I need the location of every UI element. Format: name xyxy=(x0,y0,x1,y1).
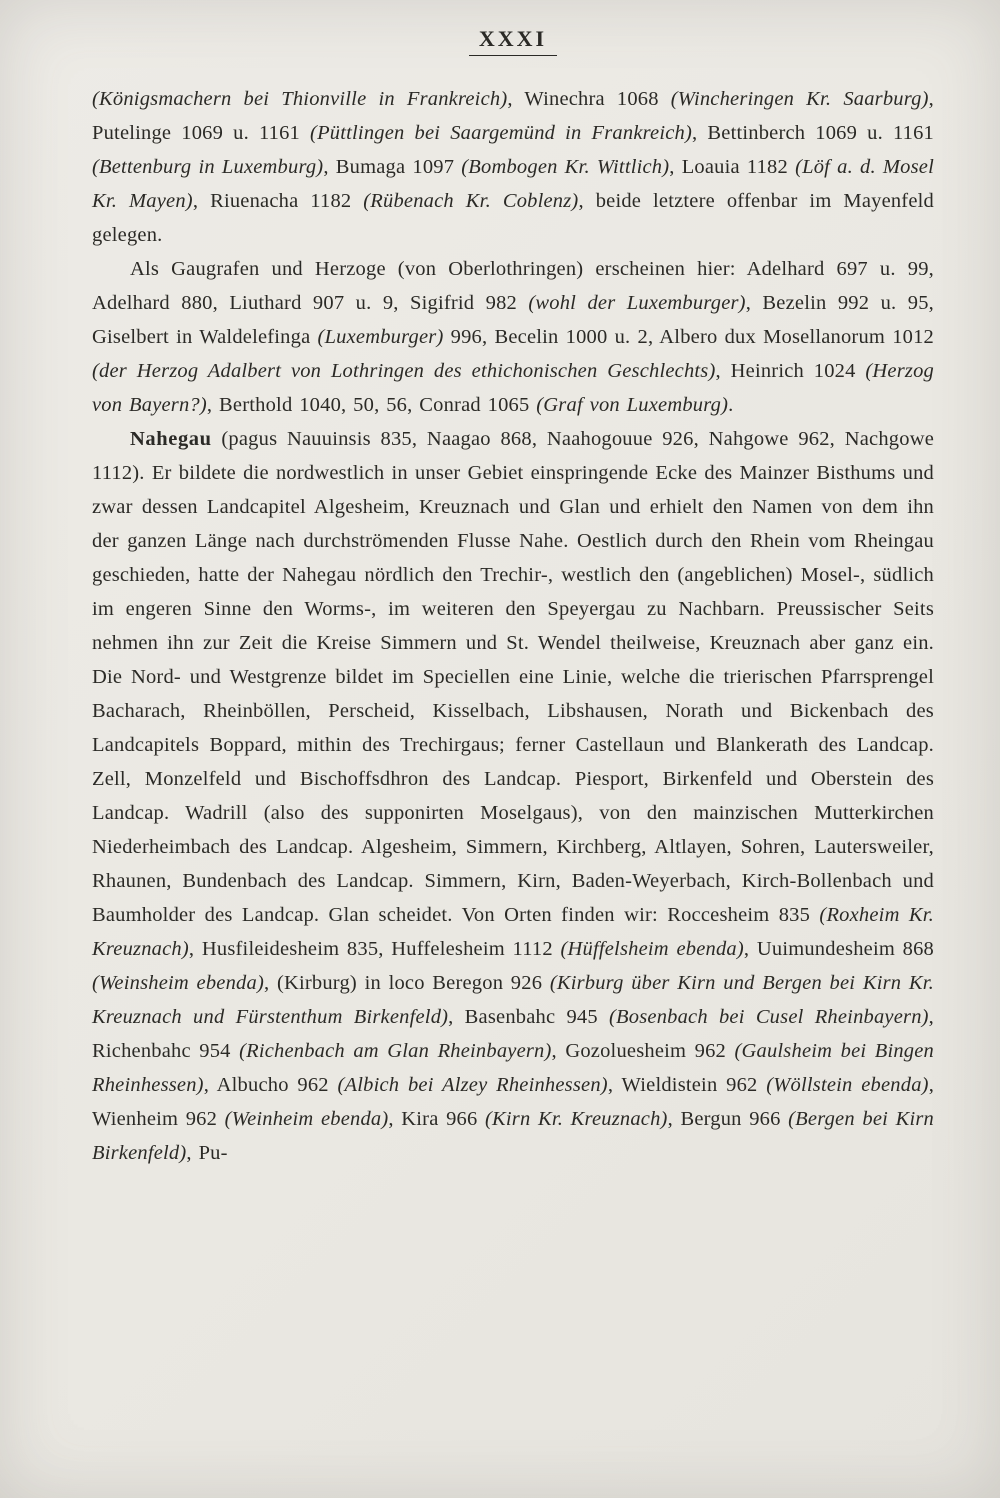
paragraph xyxy=(92,82,934,252)
text-segment-roman: , Uuimundesheim 868 xyxy=(743,938,934,960)
paragraph xyxy=(92,252,934,422)
text-segment-roman: , Riuenacha 1182 xyxy=(192,190,364,212)
text-segment-roman: . xyxy=(728,394,734,416)
text-segment-italic: (Weinheim ebenda) xyxy=(224,1108,389,1130)
text-segment-italic: (Richenbach am Glan Rheinbayern) xyxy=(239,1040,552,1062)
text-segment-roman: , Husfileidesheim 835, Huffelesheim 1112 xyxy=(188,938,561,960)
text-segment-roman: 996, Becelin 1000 u. 2, Albero dux Mosellanorum 1012 xyxy=(443,326,935,348)
text-segment-roman: , Berthold 1040, 50, 56, Conrad 1065 xyxy=(206,394,537,416)
text-segment-italic: (Albich bei Alzey Rheinhessen) xyxy=(337,1074,608,1096)
text-segment-italic: (Wincheringen Kr. Saarburg) xyxy=(670,88,929,110)
text-segment-roman: , Loauia 1182 xyxy=(669,156,796,178)
text-segment-roman: Als Gaugrafen und Herzoge (von Oberlothringen) erscheinen hier: Adelhard 697 u. 99, Adelhard 880, Liuthard 907 u. 9, Sigifrid 982 xyxy=(92,258,934,314)
text-segment-roman: , Bergun 966 xyxy=(667,1108,789,1130)
text-segment-italic: (der Herzog Adalbert von Lothringen des ethichonischen Geschlechts) xyxy=(92,360,716,382)
text-segment-italic: (Wöllstein ebenda) xyxy=(766,1074,929,1096)
text-segment-italic: (wohl der Luxemburger) xyxy=(528,292,746,314)
text-segment-italic: (Püttlingen bei Saargemünd in Frankreich) xyxy=(310,122,693,144)
text-segment-roman: (pagus Nauuinsis 835, Naagao 868, Naahogouue 926, Nahgowe 962, Nachgowe 1112). Er bildete die nordwestlich in unser Gebiet einspringende Ecke des Mainzer Bisthums und zwar dessen Landcapitel Algesheim, Kreuznach und Glan und erhielt den Namen von dem ihn der ganzen Länge nach durchströmenden Flusse Nahe. Oestlich durch den Rhein vom Rheingau geschieden, hatte der Nahegau nördlich den Trechir-, westlich den (angeblichen) Mosel-, südlich im engeren Sinne den Worms-, im weiteren den Speyergau zu Nachbarn. Preussischer Seits nehmen ihn zur Zeit die Kreise Simmern und St. Wendel theilweise, Kreuznach aber ganz ein. Die Nord- und Westgrenze bildet im Speciellen eine Linie, welche die trierischen Pfarrsprengel Bacharach, Rheinböllen, Perscheid, Kisselbach, Libshausen, Norath und Bickenbach des Landcapitels Boppard, mithin des Trechirgaus; ferner Castellaun und Blankerath des Landcap. Zell, Monzelfeld und Bischoffsdhron des Landcap. Piesport, Birkenfeld und Oberstein des Landcap. Wadrill (also des supponirten Moselgaus), von den mainzischen Mutterkirchen Niederheimbach des Landcap. Algesheim, Simmern, Kirchberg, Altlayen, Sohren, Lautersweiler, Rhaunen, Bundenbach des Landcap. Simmern, Kirn, Baden-Weyerbach, Kirch-Bollenbach und Baumholder des Landcap. Glan scheidet. Von Orten finden wir: Roccesheim 835 xyxy=(92,428,934,926)
text-segment-italic: (Bergen bei Kirn Birkenfeld) xyxy=(92,1108,934,1164)
text-segment-roman: , (Kirburg) in loco Beregon 926 xyxy=(263,972,550,994)
text-segment-italic: (Herzog von Bayern?) xyxy=(92,360,934,416)
text-segment-roman: , Wienheim 962 xyxy=(92,1074,935,1130)
text-segment-italic: (Bosenbach bei Cusel Rheinbayern) xyxy=(609,1006,929,1028)
text-segment-roman: , Richenbahc 954 xyxy=(92,1006,934,1062)
text-segment-italic: (Kirn Kr. Kreuznach) xyxy=(485,1108,668,1130)
text-segment-roman: , Heinrich 1024 xyxy=(715,360,866,382)
text-segment-italic: (Luxemburger) xyxy=(317,326,444,348)
text-segment-italic: (Bombogen Kr. Wittlich) xyxy=(461,156,670,178)
page-number: XXXI xyxy=(469,26,557,56)
text-segment-italic: (Kirburg über Kirn und Bergen bei Kirn Kr. Kreuznach und Fürstenthum Birkenfeld) xyxy=(92,972,934,1028)
text-segment-roman: , Bezelin 992 u. 95, Giselbert in Waldelefinga xyxy=(92,292,934,348)
text-segment-roman: , Basenbahc 945 xyxy=(448,1006,610,1028)
text-segment-roman: , Wieldistein 962 xyxy=(607,1074,767,1096)
text-segment-italic: (Bettenburg in Luxemburg) xyxy=(92,156,324,178)
text-segment-roman: , Bumaga 1097 xyxy=(323,156,462,178)
text-segment-italic: (Hüffelsheim ebenda) xyxy=(560,938,744,960)
text-segment-roman: , Albucho 962 xyxy=(203,1074,338,1096)
text-segment-roman: , Kira 966 xyxy=(388,1108,485,1130)
paragraph xyxy=(92,422,934,1170)
text-segment-roman: , Pu- xyxy=(186,1142,228,1164)
text-segment-roman: , Bettinberch 1069 u. 1161 xyxy=(692,122,934,144)
text-segment-italic: (Gaulsheim bei Bingen Rheinhessen) xyxy=(92,1040,935,1096)
text-segment-italic: (Rübenach Kr. Coblenz) xyxy=(363,190,579,212)
text-segment-italic: (Löf a. d. Mosel Kr. Mayen) xyxy=(92,156,934,212)
text-segment-italic: (Roxheim Kr. Kreuznach) xyxy=(92,904,935,960)
text-segment-italic: (Weinsheim ebenda) xyxy=(92,972,264,994)
text-segment-bold: Nahegau xyxy=(130,428,212,450)
text-segment-italic: (Königsmachern bei Thionville in Frankreich) xyxy=(92,88,508,110)
text-segment-italic: (Graf von Luxemburg) xyxy=(536,394,729,416)
text-segment-roman: , Gozoluesheim 962 xyxy=(551,1040,735,1062)
text-segment-roman: , Winechra 1068 xyxy=(507,88,671,110)
text-segment-roman: , beide letztere offenbar im Mayenfeld gelegen. xyxy=(92,190,934,246)
text-block xyxy=(92,82,934,1170)
text-segment-roman: , Putelinge 1069 u. 1161 xyxy=(92,88,934,144)
